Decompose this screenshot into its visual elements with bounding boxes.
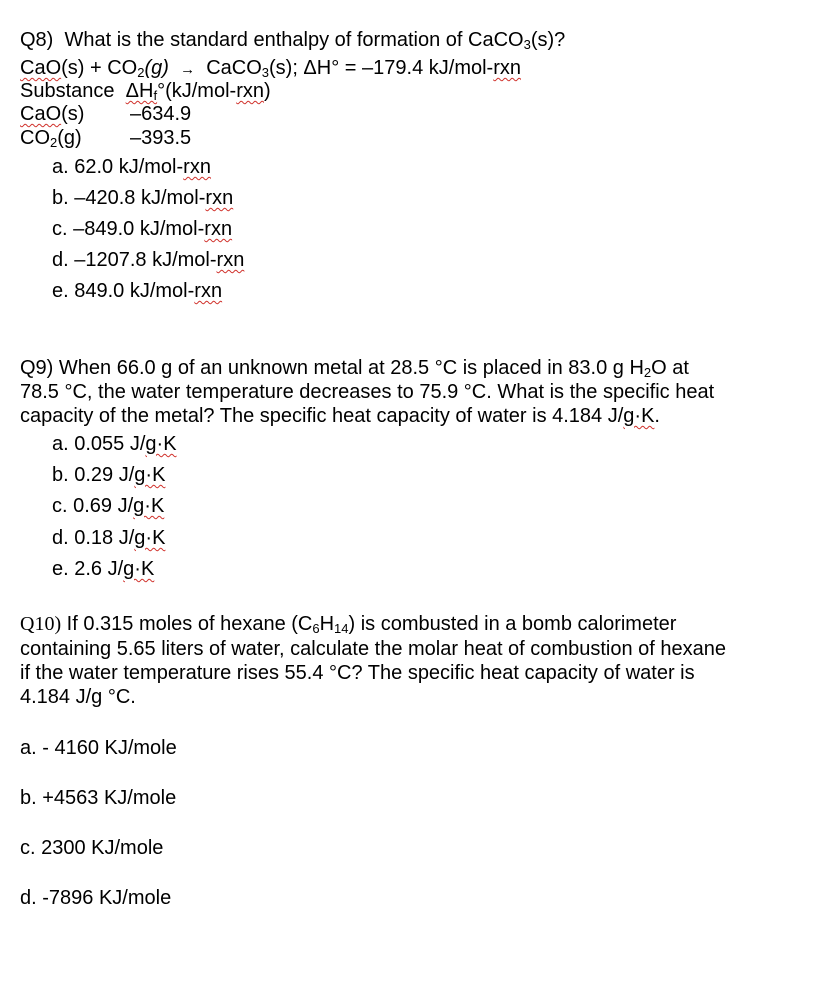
reaction-arrow: →: [180, 61, 196, 78]
q10-option-c: c. 2300 KJ/mole: [20, 837, 164, 859]
q8-table-row-cao: CaO(s): [20, 103, 85, 125]
q9-option-e: e. 2.6 J/g·K: [52, 558, 155, 580]
q9-option-d: d. 0.18 J/g·K: [52, 527, 166, 549]
q8-option-e: e. 849.0 kJ/mol-rxn: [52, 280, 223, 302]
q8-table-value-cao: –634.9: [130, 103, 192, 125]
q9-question-line3: capacity of the metal? The specific heat capacity of water is 4.184 J/g·K.: [20, 405, 660, 427]
q8-option-a: a. 62.0 kJ/mol-rxn: [52, 156, 211, 178]
q10-question-line4: 4.184 J/g °C.: [20, 686, 136, 708]
q8-question: Q8) What is the standard enthalpy of formation of CaCO$_3$(s)?: [20, 29, 566, 52]
q10-question-line1: Q10) If 0.315 moles of hexane $(C_6H_{14})$ is combusted in a bomb calorimeter: [20, 613, 677, 636]
q9-option-c: c. 0.69 J/g·K: [52, 495, 165, 517]
q8-option-b: b. –420.8 kJ/mol-rxn: [52, 187, 234, 209]
q8-option-c: c. –849.0 kJ/mol-rxn: [52, 218, 233, 240]
q10-option-b: b. +4563 KJ/mole: [20, 787, 177, 809]
q8-table-value-co2: –393.5: [130, 127, 192, 149]
q10-question-line2: containing 5.65 liters of water, calculate the molar heat of combustion of hexane: [20, 638, 726, 660]
q9-question-line1: Q9) When 66.0 g of an unknown metal at 28.5 °C is placed in 83.0 g $H_2O$ at: [20, 357, 689, 380]
q9-question-line2: 78.5 °C, the water temperature decreases to 75.9 °C. What is the specific heat: [20, 381, 715, 403]
q8-option-d: d. –1207.8 kJ/mol-rxn: [52, 249, 245, 271]
q8-equation: $CaO(s) + CO_2(g)$ → CaCO$_3$(s); ΔH° = –179.4 kJ/mol-rxn: [20, 57, 521, 80]
q9-option-a: a. 0.055 J/g·K: [52, 433, 177, 455]
q8-table-row-co2: $CO_2(g)$: [20, 127, 82, 150]
q9-option-b: b. 0.29 J/g·K: [52, 464, 166, 486]
q10-option-a: a. - 4160 KJ/mole: [20, 737, 177, 759]
q10-option-d: d. -7896 KJ/mole: [20, 887, 172, 909]
q8-table-header: Substance $\Delta H_f^\circ(kJ/mol-rxn)$: [20, 80, 271, 103]
q10-question-line3: if the water temperature rises 55.4 °C? The specific heat capacity of water is: [20, 662, 695, 684]
